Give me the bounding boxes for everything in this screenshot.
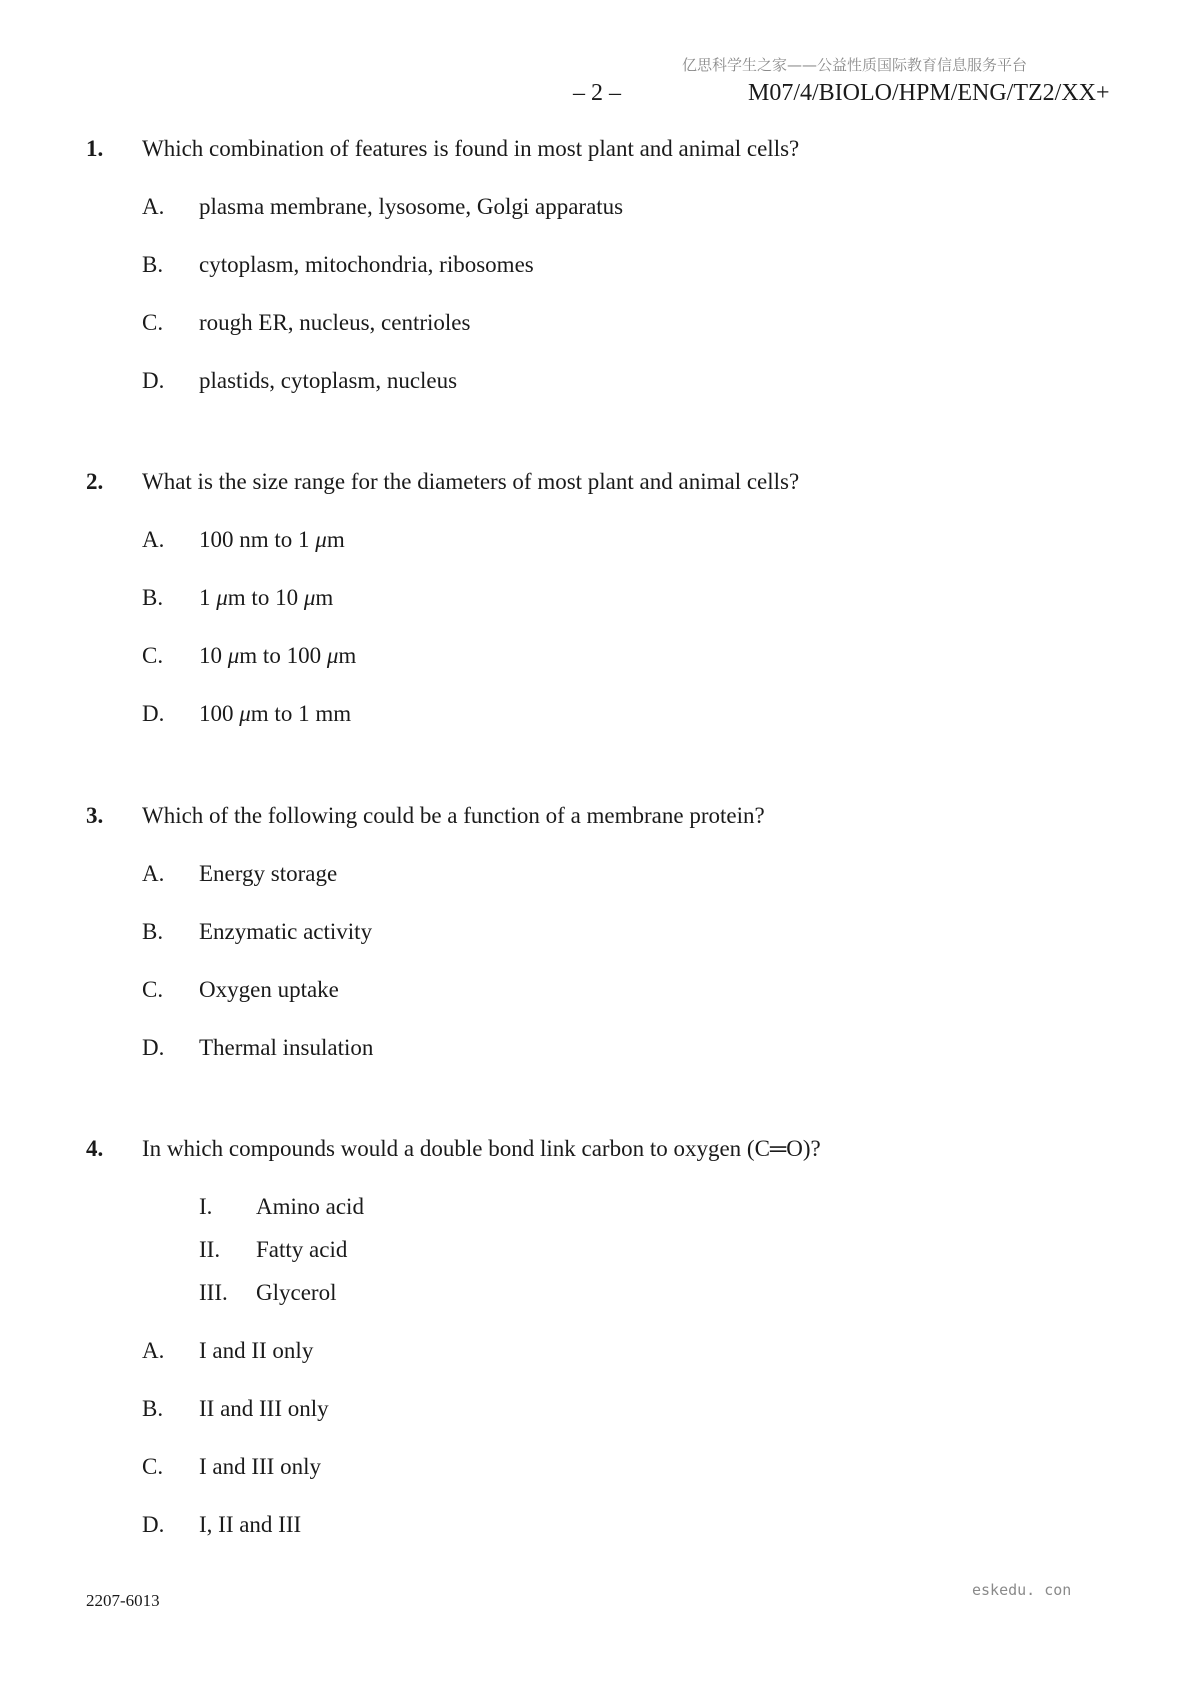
option-text: Thermal insulation (199, 1035, 374, 1060)
statement-text: Fatty acid (256, 1237, 348, 1262)
option-text: Energy storage (199, 861, 338, 886)
statement-text: Amino acid (256, 1194, 364, 1219)
question-text: Which combination of features is found in most plant and animal cells? (142, 136, 800, 161)
option-letter: C. (142, 977, 164, 1002)
option-letter: A. (142, 861, 165, 886)
question-text: What is the size range for the diameters of most plant and animal cells? (142, 469, 800, 494)
statement-numeral: II. (199, 1237, 221, 1262)
option-letter: C. (142, 310, 164, 335)
header-watermark: 亿思科学生之家——公益性质国际教育信息服务平台 (682, 56, 1028, 74)
option-text: plastids, cytoplasm, nucleus (199, 368, 458, 393)
statement-text: Glycerol (256, 1280, 337, 1305)
option-text: 100 μm to 1 mm (199, 701, 352, 726)
statement-numeral: I. (199, 1194, 213, 1219)
question-number: 3. (86, 803, 104, 828)
option-letter: C. (142, 1454, 164, 1479)
page-number: – 2 – (573, 80, 621, 106)
option-letter: B. (142, 919, 164, 944)
option-text: II and III only (199, 1396, 329, 1421)
option-text: I, II and III (199, 1512, 302, 1537)
question-text: In which compounds would a double bond link carbon to oxygen (C═O)? (142, 1136, 821, 1161)
option-text: plasma membrane, lysosome, Golgi apparatus (199, 194, 624, 219)
option-letter: B. (142, 1396, 164, 1421)
option-letter: B. (142, 585, 164, 610)
question-number: 1. (86, 136, 104, 161)
option-text: 1 μm to 10 μm (199, 585, 334, 610)
option-text: rough ER, nucleus, centrioles (199, 310, 471, 335)
option-text: 100 nm to 1 μm (199, 527, 345, 552)
option-text: Oxygen uptake (199, 977, 339, 1002)
footer-watermark: eskedu. con (972, 1581, 1072, 1599)
option-text: 10 μm to 100 μm (199, 643, 357, 668)
option-letter: D. (142, 1035, 165, 1060)
doc-code: 2207-6013 (86, 1591, 160, 1610)
option-letter: A. (142, 527, 165, 552)
option-text: Enzymatic activity (199, 919, 373, 944)
option-text: cytoplasm, mitochondria, ribosomes (199, 252, 534, 277)
paper-code: M07/4/BIOLO/HPM/ENG/TZ2/XX+ (748, 80, 1110, 106)
option-letter: A. (142, 194, 165, 219)
question-number: 2. (86, 469, 104, 494)
option-letter: C. (142, 643, 164, 668)
question-text: Which of the following could be a function of a membrane protein? (142, 803, 765, 828)
option-text: I and II only (199, 1338, 314, 1363)
option-letter: D. (142, 701, 165, 726)
option-letter: A. (142, 1338, 165, 1363)
option-letter: D. (142, 368, 165, 393)
question-number: 4. (86, 1136, 104, 1161)
option-letter: D. (142, 1512, 165, 1537)
option-letter: B. (142, 252, 164, 277)
statement-numeral: III. (199, 1280, 228, 1305)
option-text: I and III only (199, 1454, 321, 1479)
